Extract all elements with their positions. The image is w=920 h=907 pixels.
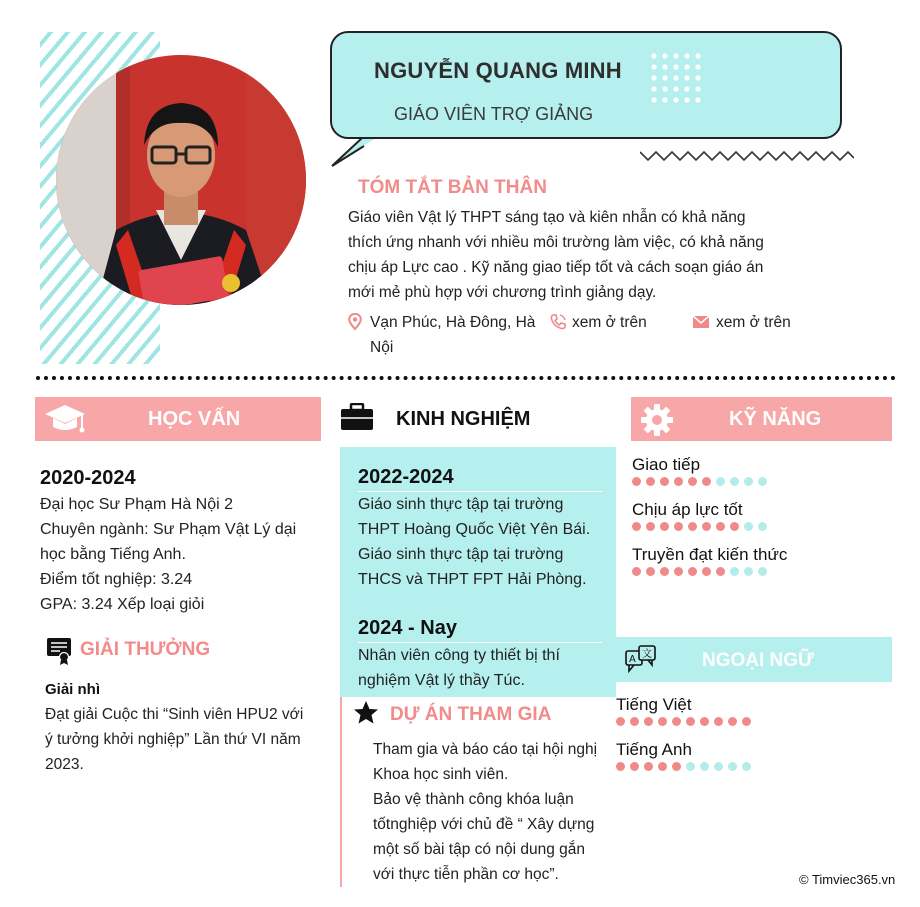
experience-line: THCS và THPT FPT Hải Phòng. [358,571,587,588]
skill-rating [632,567,767,576]
rating-dot-filled [646,567,655,576]
summary-text [348,205,818,305]
translate-icon [625,645,657,675]
rating-dot-filled [702,522,711,531]
rating-dot-filled [632,477,641,486]
project-line: Bảo vệ thành công khóa luận [373,791,574,808]
summary-line: chịu áp Lực cao . Kỹ năng giao tiếp tốt và cách soạn giáo án [348,259,764,276]
skill-label: Giao tiếp [632,455,701,474]
rating-dot-filled [660,477,669,486]
candidate-name: NGUYỄN QUANG MINH [374,58,622,83]
award-line: Đạt giải Cuộc thi “Sinh viên HPU2 với [45,706,304,723]
skill-rating [632,477,767,486]
rating-dot-empty [686,762,695,771]
dot-grid-decoration [650,52,704,106]
rating-dot-filled [616,717,625,726]
summary-title: TÓM TẮT BẢN THÂN [358,177,547,198]
rating-dot-filled [728,717,737,726]
experience-line: Giáo sinh thực tập tại trường [358,546,564,563]
languages-title: NGOẠI NGỮ [702,650,814,671]
briefcase-icon [340,403,374,431]
skill-label: Chịu áp lực tốt [632,500,743,519]
rating-dot-filled [702,567,711,576]
experience-years: 2022-2024 [358,466,454,488]
contact-address [370,310,535,360]
rating-dot-empty [730,567,739,576]
rating-dot-filled [632,567,641,576]
education-line: Chuyên ngành: Sư Phạm Vật Lý dại [40,521,297,538]
graduation-cap-icon [44,402,86,436]
experience-line: Nhân viên công ty thiết bị thí [358,647,560,664]
projects-side-rule [340,697,342,887]
rating-dot-filled [644,717,653,726]
rating-dot-filled [616,762,625,771]
contact-phone: xem ở trên [572,314,647,331]
award-line: 2023. [45,756,84,773]
rating-dot-filled [700,717,709,726]
rating-dot-filled [742,717,751,726]
profile-photo [56,55,306,305]
rating-dot-filled [672,762,681,771]
rating-dot-filled [630,762,639,771]
experience-line: nghiệm Vật lý thầy Túc. [358,672,525,689]
projects-title: DỰ ÁN THAM GIA [390,704,552,725]
svg-text:A: A [629,654,636,665]
experience-details [358,643,610,693]
experience-line: THPT Hoàng Quốc Việt Yên Bái. [358,521,591,538]
summary-line: thích ứng nhanh với nhiều môi trường làm việc, có khả năng [348,234,764,251]
rating-dot-filled [658,762,667,771]
skill-label: Truyền đạt kiến thức [632,545,788,564]
rating-dot-empty [758,567,767,576]
rating-dot-filled [632,522,641,531]
section-divider [36,376,896,380]
experience-title: KINH NGHIỆM [396,408,531,430]
awards-title: GIẢI THƯỞNG [80,639,211,660]
rating-dot-filled [714,717,723,726]
rating-dot-empty [744,477,753,486]
rating-dot-filled [688,522,697,531]
rating-dot-empty [730,477,739,486]
svg-text:文: 文 [642,649,652,660]
gear-icon [640,403,674,437]
mail-icon [693,316,709,328]
education-line: Đại học Sư Phạm Hà Nội 2 [40,496,234,513]
rating-dot-filled [730,522,739,531]
education-line: GPA: 3.24 Xếp loại giỏi [40,596,205,613]
language-rating [616,762,751,771]
candidate-role: GIÁO VIÊN TRỢ GIẢNG [394,104,594,124]
language-rating [616,717,751,726]
location-icon [347,313,363,331]
rating-dot-filled [646,522,655,531]
rating-dot-filled [716,522,725,531]
rating-dot-filled [646,477,655,486]
rating-dot-filled [674,522,683,531]
rating-dot-filled [674,477,683,486]
rating-dot-filled [686,717,695,726]
footer-credit: © Timviec365.vn [799,872,896,887]
phone-icon [549,313,567,331]
rating-dot-filled [672,717,681,726]
experience-details [358,492,610,592]
education-years: 2020-2024 [40,467,136,489]
rating-dot-empty [758,477,767,486]
rating-dot-filled [688,477,697,486]
rating-dot-empty [744,567,753,576]
project-details [373,737,613,887]
certificate-icon [46,637,72,665]
rating-dot-empty [728,762,737,771]
rating-dot-empty [716,477,725,486]
education-title: HỌC VẤN [148,408,241,430]
project-line: một số bài tập có nội dung gắn [373,841,585,858]
rating-dot-empty [744,522,753,531]
rating-dot-filled [660,567,669,576]
rating-dot-filled [688,567,697,576]
skill-rating [632,522,767,531]
education-details [40,492,330,617]
rating-dot-empty [758,522,767,531]
award-line: ý tưởng khởi nghiệp” Lần thứ VI năm [45,731,301,748]
education-line: học bằng Tiếng Anh. [40,546,186,563]
education-line: Điểm tốt nghiệp: 3.24 [40,571,193,588]
award-details [45,702,325,777]
star-icon [353,700,379,724]
project-line: với thực tiễn phần cơ học”. [373,866,559,883]
language-label: Tiếng Việt [616,695,692,714]
rating-dot-filled [660,522,669,531]
zigzag-decoration [640,148,854,164]
experience-years: 2024 - Nay [358,617,457,639]
summary-line: mới mẻ phù hợp với chương trình giảng dạy. [348,284,657,301]
rating-dot-filled [658,717,667,726]
rating-dot-empty [742,762,751,771]
award-item-title: Giải nhì [45,681,101,698]
rating-dot-filled [702,477,711,486]
summary-line: Giáo viên Vật lý THPT sáng tạo và kiên nhẫn có khả năng [348,209,746,226]
rating-dot-filled [644,762,653,771]
rating-dot-empty [700,762,709,771]
project-line: tốtnghiệp với chủ đề “ Xây dựng [373,816,595,833]
rating-dot-empty [714,762,723,771]
language-label: Tiếng Anh [616,740,692,759]
address-line: Nội [370,339,394,356]
rating-dot-filled [716,567,725,576]
rating-dot-filled [630,717,639,726]
project-line: Tham gia và báo cáo tại hội nghị [373,741,598,758]
contact-email: xem ở trên [716,314,791,331]
skills-title: KỸ NĂNG [729,408,822,430]
experience-line: Giáo sinh thực tập tại trường [358,496,564,513]
address-line: Vạn Phúc, Hà Đông, Hà [370,314,536,331]
rating-dot-filled [674,567,683,576]
project-line: Khoa học sinh viên. [373,766,509,783]
